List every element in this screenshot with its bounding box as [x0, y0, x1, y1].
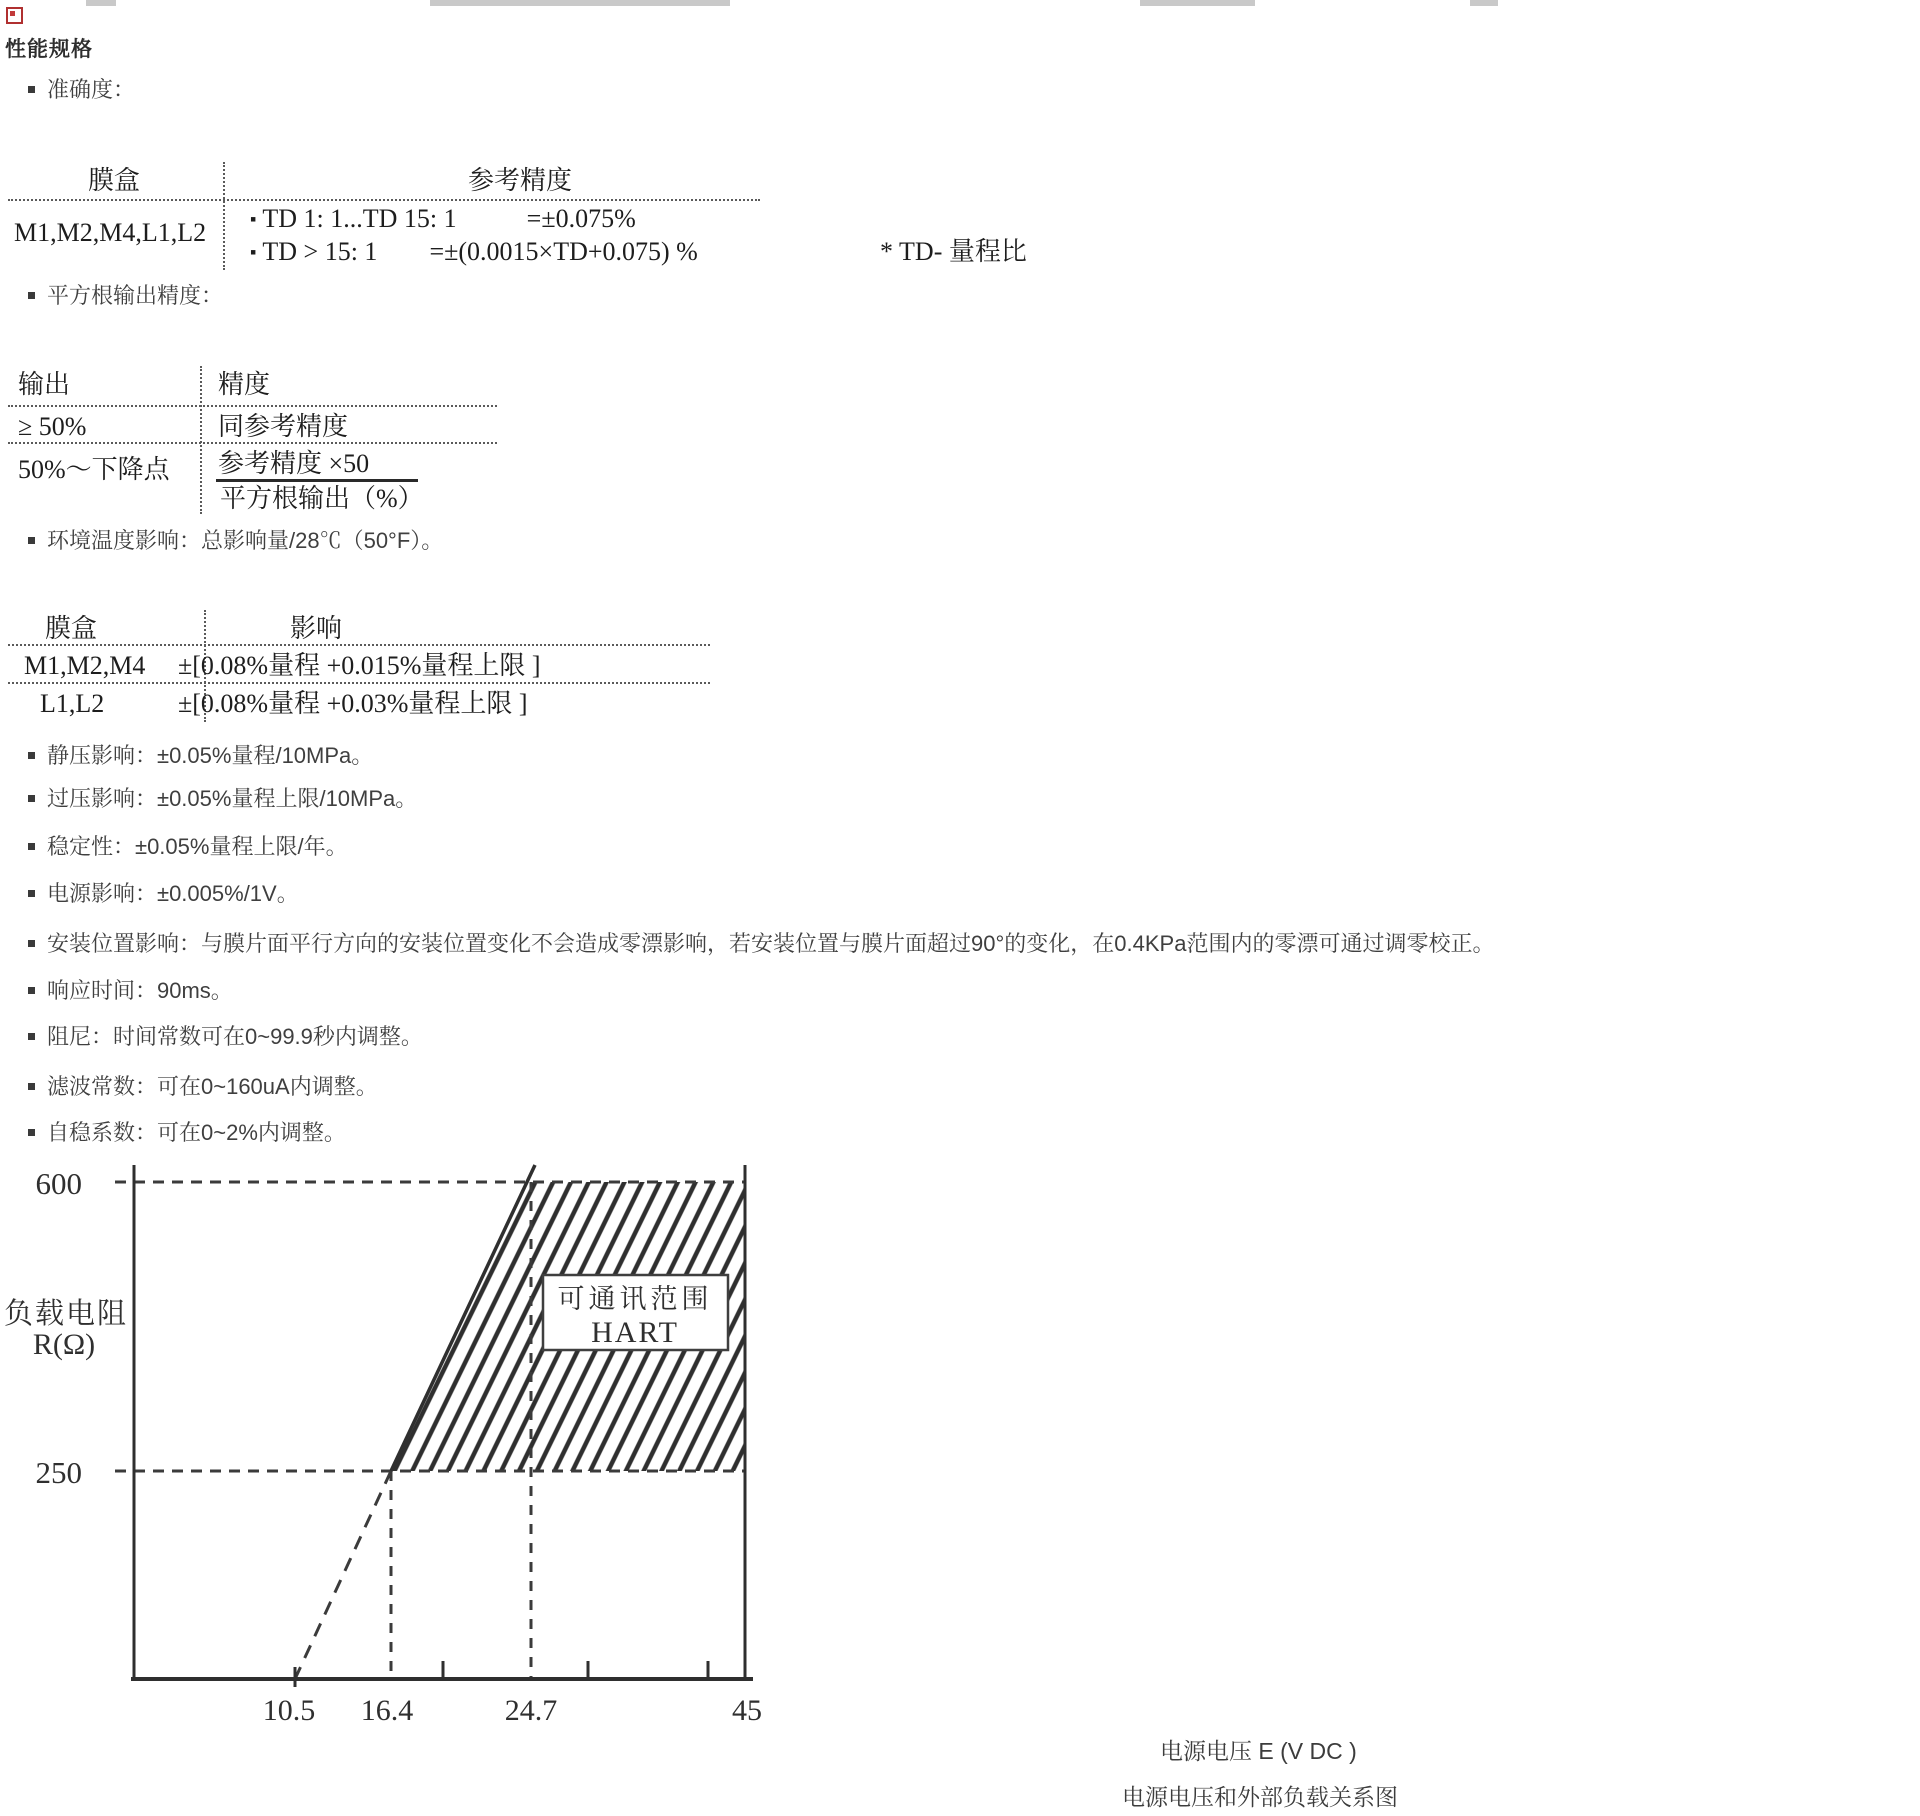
load-voltage-chart	[0, 1130, 1920, 1816]
bullet-marker	[28, 1083, 35, 1090]
bullet-marker	[28, 537, 35, 544]
bullet-text: 静压影响：±0.05%量程/10MPa。	[47, 743, 374, 768]
bullet-text: 准确度：	[47, 77, 136, 102]
bullet-marker	[28, 752, 35, 759]
accuracy-table-col2-header: 参考精度	[467, 166, 572, 195]
bullet-text: 平方根输出精度：	[47, 283, 224, 308]
temp-table-row-rule	[8, 682, 710, 684]
bullet-marker	[28, 843, 35, 850]
sqrt-row1-accuracy: 同参考精度	[218, 412, 349, 441]
top-edge-artifact	[1470, 0, 1498, 6]
x-tick-label-16-4: 16.4	[360, 1694, 414, 1727]
sqrt-row2-denominator: 平方根输出（%）	[220, 484, 424, 513]
figure-caption: 电源电压和外部负载关系图	[1122, 1784, 1398, 1810]
bullet-item	[28, 528, 443, 554]
y-axis-title-line2: R(Ω)	[32, 1328, 96, 1361]
sqrt-row1-output: ≥ 50%	[18, 412, 87, 441]
broken-image-icon	[6, 7, 23, 24]
sqrt-table-row-rule	[8, 442, 497, 444]
temp-row1-capsule: M1,M2,M4	[24, 651, 146, 680]
y-tick-label-600: 600	[35, 1166, 82, 1201]
bullet-text: 响应时间：90ms。	[47, 978, 233, 1003]
bullet-text: 阻尼：时间常数可在0~99.9秒内调整。	[47, 1024, 423, 1049]
bullet-text: 稳定性：±0.05%量程上限/年。	[47, 834, 348, 859]
temp-row2-effect: ±[0.08%量程 +0.03%量程上限 ]	[178, 689, 528, 718]
bullet-text: 安装位置影响：与膜片面平行方向的安装位置变化不会造成零漂影响，若安装位置与膜片面超过90°的变化，在0.4KPa范围内的零漂可通过调零校正。	[47, 931, 1495, 956]
bullet-text: 滤波常数：可在0~160uA内调整。	[47, 1074, 378, 1099]
bullet-item	[28, 834, 348, 860]
bullet-item	[28, 978, 233, 1004]
hart-label-line2: HART	[591, 1316, 679, 1349]
accuracy-formula-line1-value: =±0.075%	[526, 204, 636, 233]
bullet-marker	[28, 987, 35, 994]
td-rangeability-note: * TD- 量程比	[880, 237, 1027, 266]
bullet-marker	[28, 940, 35, 947]
load-line-dashed-segment	[295, 1471, 391, 1679]
top-edge-artifact	[430, 0, 730, 6]
bullet-item	[28, 881, 299, 907]
temp-table-header-rule	[8, 644, 710, 646]
accuracy-table-capsule-cell: M1,M2,M4,L1,L2	[14, 218, 207, 247]
sqrt-table-header-rule	[8, 405, 497, 407]
temp-table-col2-header: 影响	[290, 614, 343, 643]
accuracy-formula-line1	[250, 204, 636, 234]
sqrt-row2-numerator: 参考精度 ×50	[218, 449, 370, 478]
bullet-item	[28, 743, 373, 769]
bullet-marker	[28, 86, 35, 93]
accuracy-formula-line1-condition: ▪ TD 1: 1...TD 15: 1	[250, 204, 457, 233]
page-title: 性能规格	[5, 38, 93, 61]
fraction-bar	[216, 479, 418, 482]
accuracy-table-divider	[223, 162, 225, 270]
bullet-text: 环境温度影响：总影响量/28℃（50°F）。	[47, 528, 444, 553]
bullet-item	[28, 1074, 378, 1100]
accuracy-formula-line2-condition: ▪ TD > 15: 1	[250, 237, 377, 266]
bullet-item	[28, 931, 1494, 957]
accuracy-table-header-rule	[8, 199, 760, 201]
bullet-text: 过压影响：±0.05%量程上限/10MPa。	[47, 786, 418, 811]
sqrt-table-col1-header: 输出	[18, 370, 71, 399]
temp-table-col1-header: 膜盒	[45, 614, 98, 643]
x-tick-label-45: 45	[732, 1694, 762, 1727]
x-tick-label-24-7: 24.7	[504, 1694, 558, 1727]
y-tick-label-250: 250	[35, 1455, 82, 1490]
accuracy-table-col1-header: 膜盒	[87, 166, 140, 195]
sqrt-table-divider	[200, 366, 202, 514]
bullet-text: 电源影响：±0.005%/1V。	[47, 881, 299, 906]
bullet-marker	[28, 292, 35, 299]
top-edge-artifact	[1140, 0, 1255, 6]
bullet-item	[28, 1024, 423, 1050]
bullet-item	[28, 786, 417, 812]
accuracy-formula-line2	[250, 237, 698, 267]
bullet-marker	[28, 1033, 35, 1040]
sqrt-table-col2-header: 精度	[218, 370, 271, 399]
bullet-marker	[28, 890, 35, 897]
y-axis-title-line1: 负载电阻	[3, 1298, 129, 1330]
bullet-marker	[28, 795, 35, 802]
temp-row1-effect: ±[0.08%量程 +0.015%量程上限 ]	[178, 651, 541, 680]
top-edge-artifact	[86, 0, 116, 6]
bullet-item	[28, 77, 135, 103]
temp-row2-capsule: L1,L2	[40, 689, 105, 718]
x-tick-label-10-5: 10.5	[262, 1694, 316, 1727]
bullet-text: 自稳系数：可在0~2%内调整。	[47, 1120, 346, 1145]
bullet-item	[28, 283, 223, 309]
accuracy-formula-line2-value: =±(0.0015×TD+0.075) %	[429, 237, 698, 266]
sqrt-row2-output: 50%～下降点	[18, 455, 170, 484]
hart-label-line1: 可通讯范围	[557, 1284, 713, 1314]
x-axis-caption: 电源电压 E (V DC )	[1160, 1738, 1357, 1764]
